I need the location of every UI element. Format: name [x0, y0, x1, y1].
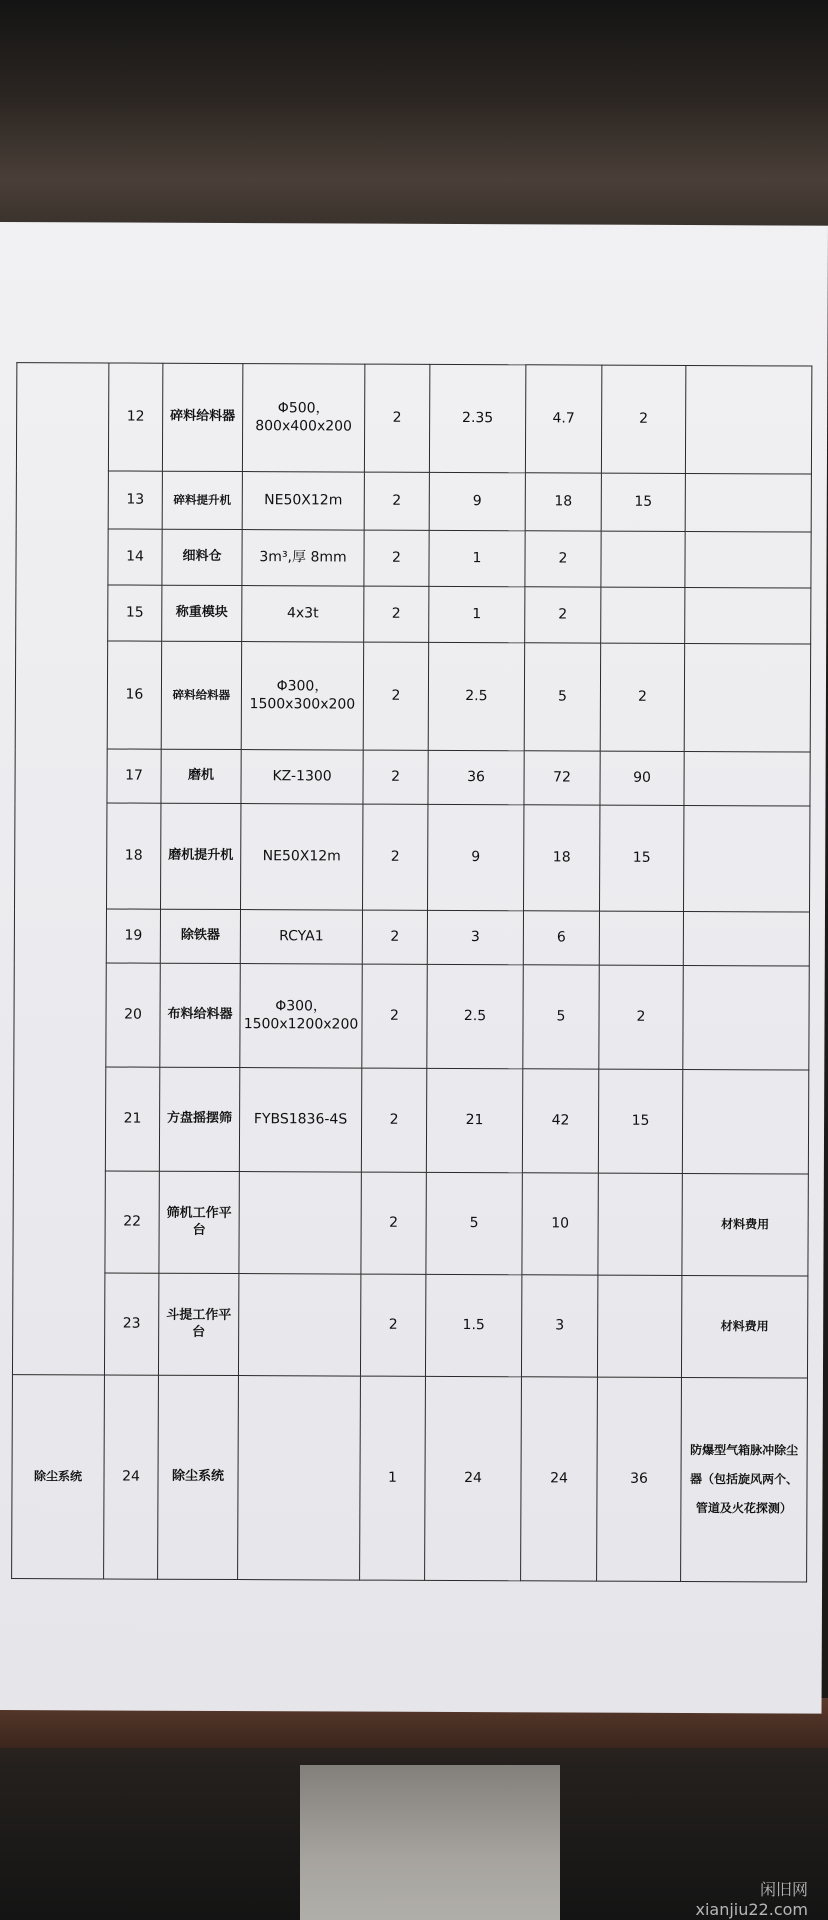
- unit-value: 21: [426, 1068, 522, 1172]
- row-number: 14: [108, 529, 162, 585]
- quantity: 2: [363, 804, 428, 910]
- row-number: 13: [108, 471, 162, 529]
- table-row: [15, 641, 810, 752]
- extra-value: [601, 587, 685, 643]
- remark: [684, 643, 810, 752]
- extra-value: 2: [599, 965, 683, 1069]
- equipment-spec: 4x3t: [242, 586, 364, 643]
- equipment-name: 斗提工作平台: [158, 1273, 238, 1375]
- extra-value: [599, 911, 683, 965]
- extra-value: [601, 531, 685, 587]
- equipment-name: 方盘摇摆筛: [159, 1067, 239, 1171]
- row-number: 17: [107, 749, 161, 803]
- table-row: [16, 529, 811, 588]
- unit-value: 2.35: [429, 364, 525, 472]
- watermark-url: xianjiu22.com: [695, 1900, 808, 1919]
- equipment-spec: [239, 1172, 361, 1275]
- remark: [683, 911, 809, 966]
- equipment-spec: [238, 1274, 360, 1377]
- category-cell: [12, 363, 108, 1375]
- unit-value: 24: [425, 1376, 522, 1580]
- unit-value: 9: [428, 804, 524, 910]
- equipment-spec: NE50X12m: [242, 472, 364, 531]
- extra-value: 90: [600, 751, 684, 805]
- total-value: 18: [523, 805, 599, 911]
- quantity: 2: [364, 472, 429, 530]
- quantity: 2: [362, 910, 427, 964]
- equipment-name: 称重模块: [162, 585, 242, 641]
- table-row: [14, 963, 809, 1070]
- unit-value: 36: [428, 750, 524, 804]
- table-row: [12, 1273, 807, 1378]
- background-floor-tile: [300, 1765, 560, 1920]
- row-number: 22: [105, 1171, 159, 1273]
- remark: [685, 587, 811, 644]
- equipment-name: 碎料提升机: [162, 471, 242, 529]
- row-number: 15: [108, 585, 162, 641]
- background-wood-top: [0, 0, 828, 225]
- quantity: 2: [360, 1274, 425, 1376]
- equipment-spec: [238, 1376, 361, 1581]
- quantity: 2: [364, 586, 429, 642]
- equipment-name: 细料仓: [162, 529, 242, 585]
- remark: 材料费用: [682, 1173, 808, 1276]
- quantity: 2: [361, 1068, 426, 1172]
- equipment-spec: Φ300，1500x1200x200: [240, 964, 362, 1069]
- equipment-name: 碎料给料器: [162, 363, 242, 471]
- total-value: 24: [521, 1377, 598, 1581]
- table-row: [14, 909, 809, 966]
- total-value: 42: [522, 1069, 598, 1173]
- equipment-spec: Φ300，1500x300x200: [241, 642, 363, 751]
- row-number: 23: [104, 1273, 158, 1375]
- equipment-spec: KZ-1300: [241, 750, 363, 805]
- total-value: 72: [524, 751, 600, 805]
- total-value: 6: [523, 911, 599, 965]
- table-row: [13, 1171, 808, 1276]
- equipment-spec: NE50X12m: [241, 804, 363, 911]
- remark: [685, 531, 811, 588]
- quantity: 2: [361, 1172, 426, 1274]
- row-number: 16: [107, 641, 161, 749]
- unit-value: 1: [429, 530, 525, 586]
- equipment-name: 磨机提升机: [161, 803, 241, 909]
- unit-value: 1: [429, 586, 525, 642]
- extra-value: 36: [597, 1377, 682, 1581]
- total-value: 4.7: [525, 365, 601, 473]
- table-row: [16, 363, 811, 474]
- remark: [683, 805, 809, 912]
- quantity: 1: [360, 1376, 426, 1580]
- total-value: 3: [521, 1275, 597, 1377]
- equipment-name: 除铁器: [160, 909, 240, 963]
- unit-value: 1.5: [425, 1274, 521, 1376]
- table-row: [13, 1067, 808, 1174]
- total-value: 18: [525, 473, 601, 531]
- paper-sheet: [0, 222, 828, 1714]
- quantity: 2: [364, 530, 429, 586]
- remark: [685, 473, 811, 532]
- extra-value: [598, 1173, 682, 1275]
- remark: 材料费用: [681, 1275, 807, 1378]
- extra-value: 15: [598, 1069, 682, 1173]
- quantity: 2: [363, 642, 428, 750]
- equipment-name: 布料给料器: [160, 963, 240, 1067]
- unit-value: 2.5: [428, 642, 524, 750]
- total-value: 5: [524, 643, 600, 751]
- total-value: 5: [523, 965, 599, 1069]
- table-row: [15, 803, 810, 912]
- equipment-spec: RCYA1: [240, 910, 362, 965]
- equipment-name: 碎料给料器: [161, 641, 241, 749]
- table-row: [16, 471, 811, 532]
- row-number: 20: [106, 963, 160, 1067]
- total-value: 2: [525, 531, 601, 587]
- quantity: 2: [364, 364, 429, 472]
- unit-value: 5: [426, 1172, 522, 1274]
- remark: [685, 365, 811, 474]
- row-number: 21: [105, 1067, 159, 1171]
- remark: [682, 1069, 808, 1174]
- extra-value: 2: [600, 643, 684, 751]
- remark: [683, 965, 809, 1070]
- extra-value: 15: [601, 473, 685, 531]
- unit-value: 3: [427, 910, 523, 964]
- unit-value: 9: [429, 472, 525, 530]
- total-value: 2: [525, 587, 601, 643]
- equipment-name: 磨机: [161, 749, 241, 803]
- row-number: 19: [106, 909, 160, 963]
- remark: [684, 751, 810, 806]
- unit-value: 2.5: [427, 964, 523, 1068]
- category-cell: 除尘系统: [12, 1375, 105, 1579]
- remark: 防爆型气箱脉冲除尘器（包括旋风两个、管道及火花探测）: [681, 1377, 808, 1582]
- equipment-spec: 3m³,厚 8mm: [242, 530, 364, 587]
- total-value: 10: [522, 1173, 598, 1275]
- row-number: 24: [104, 1375, 159, 1579]
- equipment-spec: FYBS1836-4S: [239, 1068, 361, 1173]
- table-row: [12, 1375, 808, 1582]
- watermark-site-name: 闲旧网: [759, 1880, 808, 1899]
- extra-value: 2: [601, 365, 685, 473]
- quantity: 2: [363, 750, 428, 804]
- extra-value: [597, 1275, 681, 1377]
- equipment-name: 除尘系统: [158, 1375, 239, 1579]
- quantity: 2: [362, 964, 427, 1068]
- row-number: 18: [107, 803, 161, 909]
- row-number: 12: [108, 363, 162, 471]
- table-row: [15, 749, 810, 806]
- equipment-table: [11, 362, 812, 1582]
- equipment-name: 筛机工作平台: [159, 1171, 239, 1273]
- table-row: [16, 585, 811, 644]
- extra-value: 15: [599, 805, 683, 911]
- watermark: [695, 1880, 808, 1920]
- equipment-spec: Φ500，800x400x200: [242, 364, 364, 473]
